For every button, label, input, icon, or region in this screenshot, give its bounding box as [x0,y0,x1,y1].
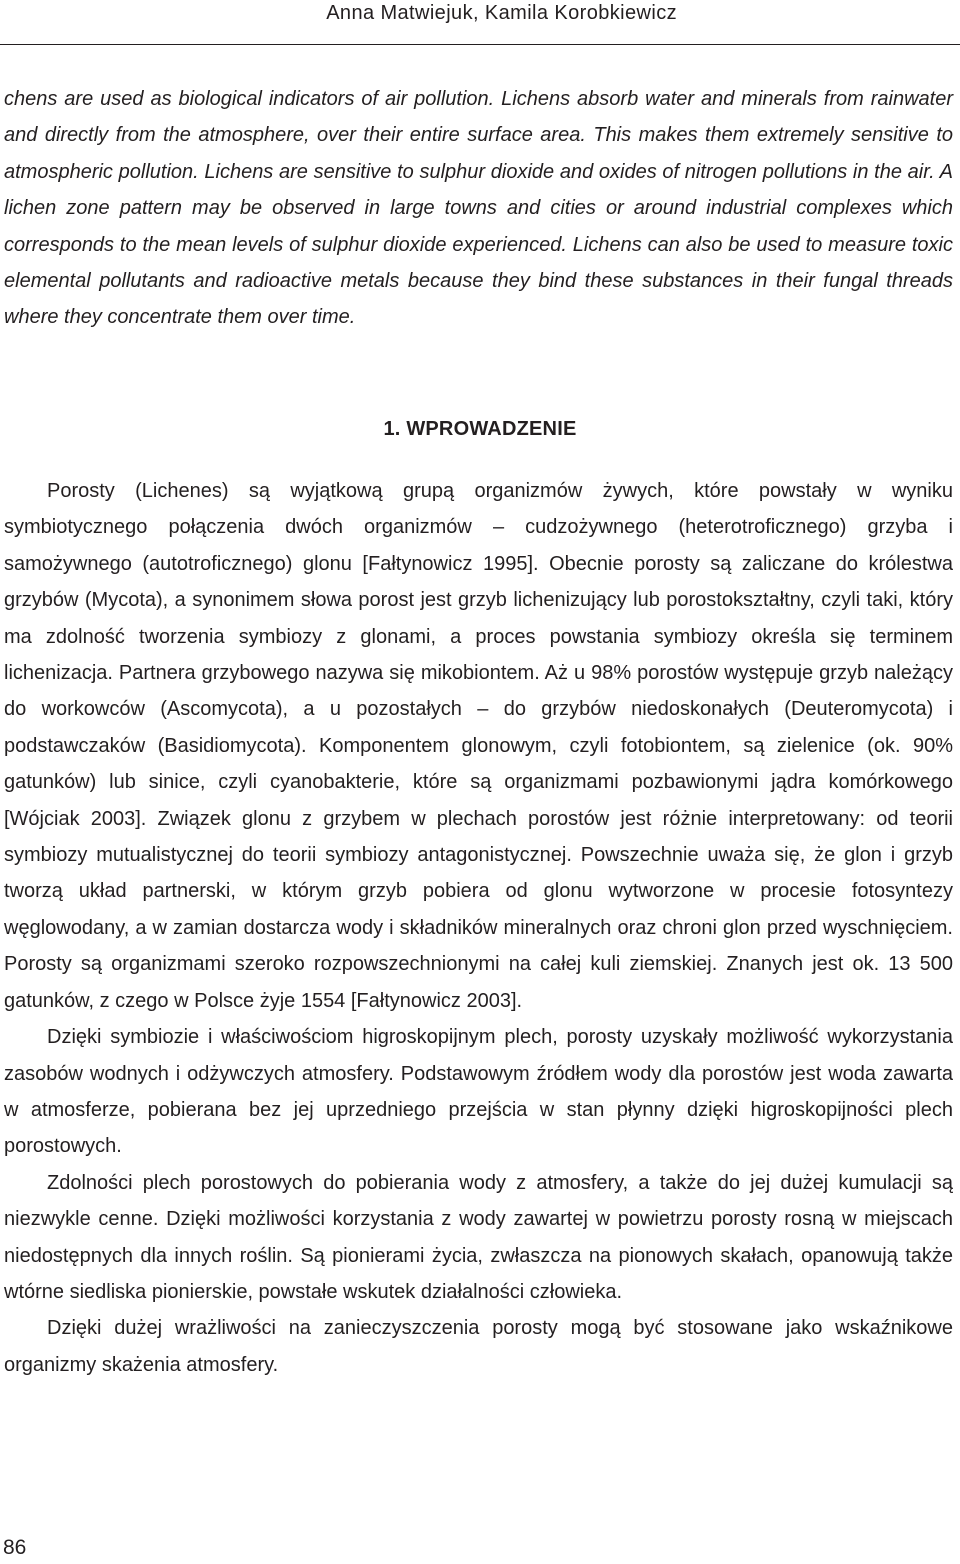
section-heading: 1. WPROWADZENIE [383,418,577,440]
paragraph: Porosty (Lichenes) są wyjątkową grupą organizmów żywych, które powstały w wyniku symbiotycznego połączenia dwóch organizmów – cudzożywnego (heterotroficznego) grzyba i samożywnego (autotroficznego) glonu [Fałtynowicz 1995]. Obecnie porosty są zaliczane do królestwa grzybów (Mycota), a synonimem słowa porost jest grzyb lichenizujący lub porostokształtny, czyli taki, który ma zdolność tworzenia symbiozy z glonami, a proces powstania symbiozy określa się terminem lichenizacja. Partnera grzybowego nazywa się mikobiontem. Aż u 98% porostów występuje grzyb należący do workowców (Ascomycota), a u pozostałych – do grzybów niedoskonałych (Deuteromycota) i podstawczaków (Basidiomycota). Komponentem glonowym, czyli fotobiontem, są zielenice (ok. 90% gatunków) lub sinice, czyli cyanobakterie, które są organizmami pozbawionymi jądra komórkowego [Wójciak 2003]. Związek glonu z grzybem w plechach porostów jest różnie interpretowany: od teorii symbiozy mutualistycznej do teorii symbiozy antagonistycznej. Powszechnie uważa się, że glon i grzyb tworzą układ partnerski, w którym grzyb pobiera od glonu wytworzone w procesie fotosyntezy węglowodany, a w zamian dostarcza wody i składników mineralnych oraz chroni glon przed wyschnięciem. Porosty są organizmami szeroko rozpowszechnionymi na całej kuli ziemskiej. Znanych jest ok. 13 500 gatunków, z czego w Polsce żyje 1554 [Fałtynowicz 2003]. [4,480,953,1012]
paragraph: Dzięki dużej wrażliwości na zanieczyszczenia porosty mogą być stosowane jako wskaźnikowe organizmy skażenia atmosfery. [4,1317,953,1376]
section-body [4,473,953,1383]
paragraph: Dzięki symbiozie i właściwościom higroskopijnym plech, porosty uzyskały możliwość wykorzystania zasobów wodnych i odżywczych atmosfery. Podstawowym źródłem wody dla porostów jest woda zawarta w atmosferze, pobierana bez jej uprzedniego przejścia w stan płynny dzięki higroskopijności plech porostowych. [4,1026,953,1158]
abstract-continuation: chens are used as biological indicators of air pollution. Lichens absorb water and minerals from rainwater and directly from the atmosphere, over their entire surface area. This makes them extremely sensitive to atmospheric pollution. Lichens are sensitive to sulphur dioxide and oxides of nitrogen pollutions in the air. A lichen zone pattern may be observed in large towns and cities or around industrial complexes which corresponds to the mean levels of sulphur dioxide experienced. Lichens can also be used to measure toxic elemental pollutants and radioactive metals because they bind these substances in their fungal threads where they concentrate them over time. [4,88,953,329]
running-header [0,0,960,45]
running-head-authors: Anna Matwiejuk, Kamila Korobkiewicz [326,2,677,24]
page-number: 86 [3,1536,27,1559]
header-divider [0,44,960,45]
paragraph: Zdolności plech porostowych do pobierania wody z atmosfery, a także do jej dużej kumulacji są niezwykle cenne. Dzięki możliwości korzystania z wody zawartej w powietrzu porosty rosną w miejscach niedostępnych dla innych roślin. Są pionierami życia, zwłaszcza na pionowych skałach, opanowują także wtórne siedliska pionierskie, powstałe wskutek działalności człowieka. [4,1171,953,1303]
